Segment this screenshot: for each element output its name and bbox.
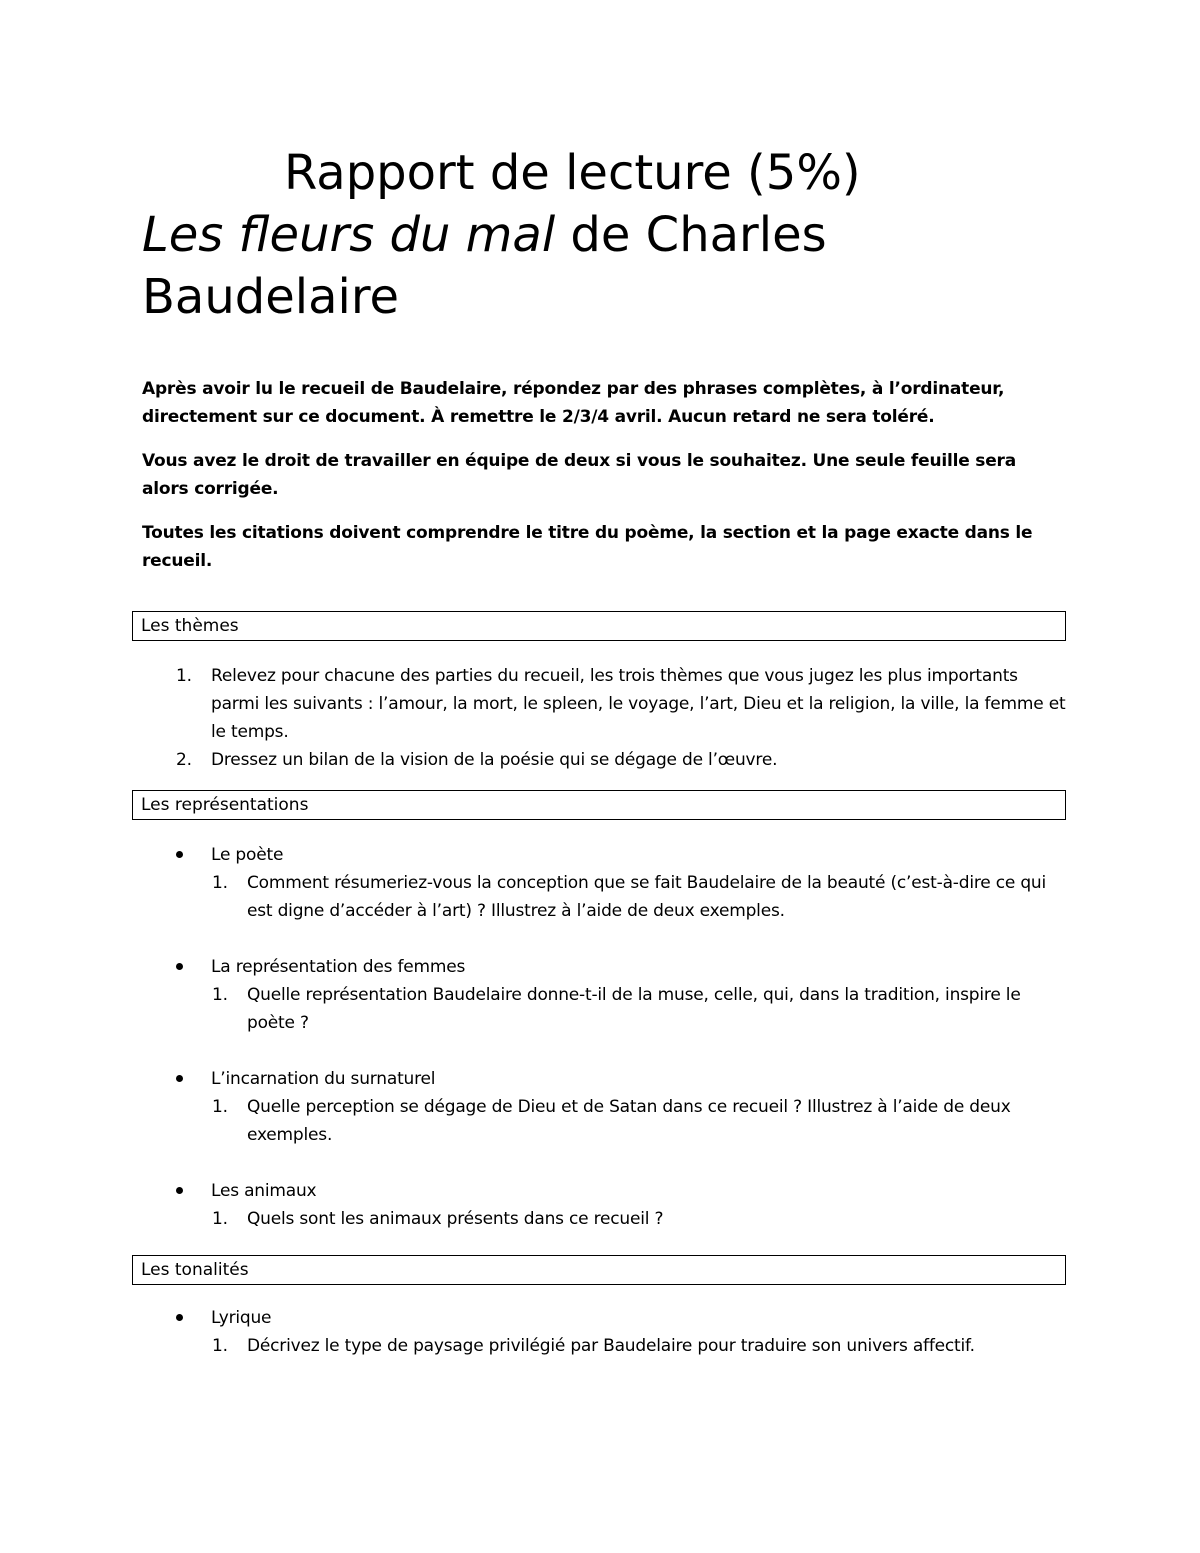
bullet-item [142, 1177, 1067, 1205]
bullet-icon [176, 1075, 183, 1082]
item-text: Comment résumeriez-vous la conception que se fait Baudelaire de la beauté (c’est-à-dire ce qui est digne d’accéder à l’art) ? Illustrez à l’aide de deux exemples. [247, 873, 1047, 921]
tonalites-list [142, 1304, 1067, 1360]
title-line-2 [142, 204, 1072, 266]
list-group [142, 1304, 1067, 1360]
item-text: Quelle perception se dégage de Dieu et de Satan dans ce recueil ? Illustrez à l’aide de deux exemples. [247, 1097, 1011, 1145]
instruction-paragraph: Après avoir lu le recueil de Baudelaire, répondez par des phrases complètes, à l’ordinateur, directement sur ce document. À remettre le 2/3/4 avril. Aucun retard ne sera toléré. [142, 379, 1005, 427]
sub-item [142, 1332, 1067, 1360]
instruction-paragraph: Toutes les citations doivent comprendre le titre du poème, la section et la page exacte dans le recueil. [142, 523, 1033, 571]
title-line-3: Baudelaire [142, 269, 400, 325]
themes-list [142, 662, 1067, 774]
list-group [142, 953, 1067, 1037]
list-item [142, 746, 1067, 774]
bullet-icon [176, 963, 183, 970]
item-number: 1. [212, 1209, 228, 1229]
bullet-icon [176, 1314, 183, 1321]
item-text: Quelle représentation Baudelaire donne-t-il de la muse, celle, qui, dans la tradition, inspire le poète ? [247, 985, 1021, 1033]
title-author-prefix: de Charles [555, 207, 827, 263]
item-text: Relevez pour chacune des parties du recueil, les trois thèmes que vous jugez les plus importants parmi les suivants : l’amour, la mort, le spleen, le voyage, l’art, Dieu et la religion, la ville, la femme et le temps. [211, 666, 1066, 742]
section-header-representations: Les représentations [132, 790, 1066, 820]
document-title [142, 142, 1072, 328]
item-number: 1. [212, 1097, 228, 1117]
title-line-1: Rapport de lecture (5%) [284, 145, 861, 201]
bullet-item [142, 841, 1067, 869]
sub-item [142, 869, 1067, 925]
item-number: 1. [212, 873, 228, 893]
item-number: 2. [176, 750, 192, 770]
sub-item [142, 1093, 1067, 1149]
sub-item [142, 1205, 1067, 1233]
item-number: 1. [176, 666, 192, 686]
instruction-paragraph: Vous avez le droit de travailler en équipe de deux si vous le souhaitez. Une seule feuille sera alors corrigée. [142, 451, 1016, 499]
bullet-label: Les animaux [211, 1181, 317, 1201]
item-number: 1. [212, 1336, 228, 1356]
section-header-tonalites: Les tonalités [132, 1255, 1066, 1285]
list-group [142, 1065, 1067, 1149]
bullet-label: L’incarnation du surnaturel [211, 1069, 436, 1089]
bullet-label: Le poète [211, 845, 284, 865]
list-item [142, 662, 1067, 746]
bullet-item [142, 953, 1067, 981]
bullet-icon [176, 1187, 183, 1194]
bullet-item [142, 1304, 1067, 1332]
representations-list [142, 841, 1067, 1233]
item-number: 1. [212, 985, 228, 1005]
bullet-label: La représentation des femmes [211, 957, 466, 977]
sub-item [142, 981, 1067, 1037]
bullet-icon [176, 851, 183, 858]
list-group [142, 1177, 1067, 1233]
book-title: Les fleurs du mal [142, 207, 556, 263]
instructions [142, 375, 1067, 591]
item-text: Dressez un bilan de la vision de la poésie qui se dégage de l’œuvre. [211, 750, 778, 770]
item-text: Décrivez le type de paysage privilégié par Baudelaire pour traduire son univers affectif. [247, 1336, 975, 1356]
list-group [142, 841, 1067, 925]
item-text: Quels sont les animaux présents dans ce recueil ? [247, 1209, 664, 1229]
bullet-item [142, 1065, 1067, 1093]
section-header-themes: Les thèmes [132, 611, 1066, 641]
bullet-label: Lyrique [211, 1308, 272, 1328]
